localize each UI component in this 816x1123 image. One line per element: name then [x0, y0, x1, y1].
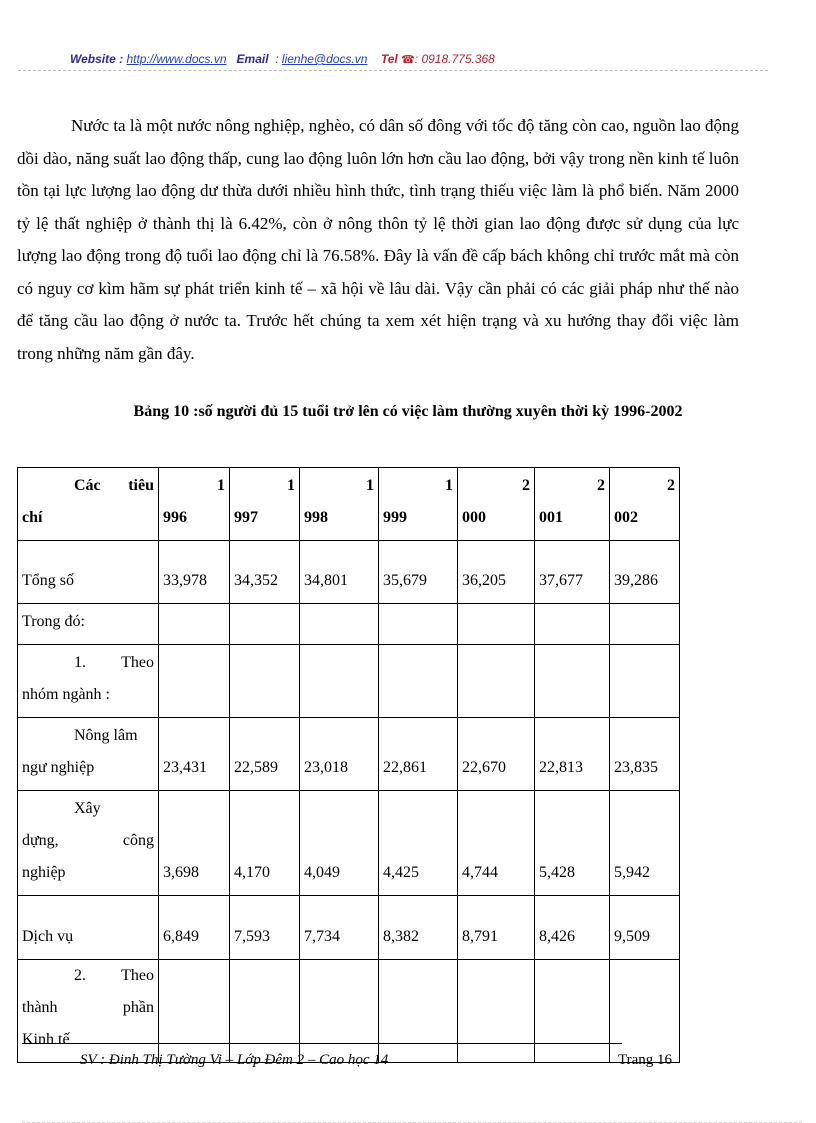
table-cell	[610, 960, 680, 1063]
table-cell: 5,428	[535, 791, 610, 896]
year-rest: 999	[383, 509, 407, 526]
year-rest: 002	[614, 509, 638, 526]
year-first: 1	[217, 477, 225, 494]
row-label-part: công	[122, 832, 154, 849]
table-cell	[159, 960, 230, 1063]
table-caption	[0, 403, 816, 421]
row-label-part: nhóm ngành :	[22, 686, 110, 703]
tel-label: Tel	[380, 52, 398, 66]
row-label: Dịch vụ	[18, 896, 159, 960]
table-cell	[610, 645, 680, 718]
table-cell	[230, 645, 300, 718]
row-label: Trong đó:	[18, 604, 159, 645]
website-label: Website :	[70, 52, 124, 66]
table-cell: 39,286	[610, 541, 680, 604]
table-cell: 33,978	[159, 541, 230, 604]
table-cell	[535, 960, 610, 1063]
table-row-total	[18, 541, 680, 604]
table-cell	[458, 604, 535, 645]
table-cell	[159, 604, 230, 645]
year-first: 2	[667, 477, 675, 494]
tel-value: : 0918.775.368	[414, 52, 495, 66]
table-cell: 9,509	[610, 896, 680, 960]
year-header	[379, 468, 458, 541]
criteria-header-a: Các	[74, 477, 101, 494]
row-label: Tổng số	[18, 541, 159, 604]
table-cell: 4,425	[379, 791, 458, 896]
criteria-header	[18, 468, 159, 541]
footer-student: SV : Đinh Thị Tường Vi – Lớp Đêm 2 – Cao học 14	[80, 1052, 389, 1068]
table-cell: 7,734	[300, 896, 379, 960]
table-cell	[535, 604, 610, 645]
table-cell: 7,593	[230, 896, 300, 960]
row-label	[18, 645, 159, 718]
table-cell	[230, 960, 300, 1063]
row-label-part: 2.	[74, 967, 86, 984]
table-cell	[379, 604, 458, 645]
table-cell: 34,352	[230, 541, 300, 604]
table-row-by-sector	[18, 645, 680, 718]
phone-icon: ☎	[401, 54, 415, 66]
table-cell: 37,677	[535, 541, 610, 604]
table-cell	[300, 960, 379, 1063]
table-cell: 23,018	[300, 718, 379, 791]
table-cell: 22,861	[379, 718, 458, 791]
year-rest: 998	[304, 509, 328, 526]
page-footer	[80, 1052, 672, 1069]
employment-table	[17, 467, 680, 1063]
table-cell: 4,170	[230, 791, 300, 896]
table-cell	[379, 960, 458, 1063]
table-cell: 22,813	[535, 718, 610, 791]
row-label-part: Theo	[121, 967, 154, 984]
table-cell	[458, 960, 535, 1063]
year-first: 2	[597, 477, 605, 494]
table-cell: 22,670	[458, 718, 535, 791]
year-first: 2	[522, 477, 530, 494]
table-row-construction	[18, 791, 680, 896]
year-rest: 000	[462, 509, 486, 526]
table-cell	[159, 645, 230, 718]
year-header	[535, 468, 610, 541]
table-row-agri	[18, 718, 680, 791]
body-paragraph	[17, 110, 739, 370]
row-label-part: ngư nghiệp	[22, 759, 95, 776]
criteria-header-b: tiêu	[128, 477, 154, 494]
year-rest: 996	[163, 509, 187, 526]
row-label-part: phần	[122, 999, 154, 1016]
email-label: Email	[236, 52, 269, 66]
table-cell	[300, 604, 379, 645]
footer-divider	[22, 1043, 622, 1044]
year-header	[159, 468, 230, 541]
page-header	[70, 52, 750, 66]
table-cell: 4,049	[300, 791, 379, 896]
table-cell: 8,791	[458, 896, 535, 960]
table-cell	[230, 604, 300, 645]
table-cell	[610, 604, 680, 645]
table-cell	[535, 645, 610, 718]
row-label-part: Theo	[121, 654, 154, 671]
table-cell: 23,835	[610, 718, 680, 791]
email-link[interactable]: lienhe@docs.vn	[281, 52, 368, 66]
table-cell	[458, 645, 535, 718]
row-label	[18, 791, 159, 896]
row-label-part: dựng,	[22, 832, 59, 849]
table-cell	[379, 645, 458, 718]
table-cell: 8,382	[379, 896, 458, 960]
body-text: Nước ta là một nước nông nghiệp, nghèo, có dân số đông với tốc độ tăng còn cao, nguồn lao động dồi dào, năng suất lao động thấp, cung lao động luôn lớn hơn cầu lao động, bởi vậy trong nền kinh tế luôn tồn tại lực lượng lao động dư thừa dưới nhiều hình thức, tình trạng thiếu việc làm là phổ biến. Năm 2000 tỷ lệ thất nghiệp ở thành thị là 6.42%, còn ở nông thôn tỷ lệ thời gian lao động được sử dụng của lực lượng lao động trong độ tuổi lao động chỉ là 76.58%. Đây là vấn đề cấp bách không chỉ trước mắt mà còn có nguy cơ kìm hãm sự phát triển kinh tế – xã hội về lâu dài. Vậy cần phải có các giải pháp như thế nào để tăng cầu lao động ở nước ta. Trước hết chúng ta xem xét hiện trạng và xu hướng thay đổi việc làm trong những năm gần đây.	[17, 116, 739, 363]
header-divider	[18, 70, 768, 71]
row-label-part: 1.	[74, 654, 86, 671]
row-label	[18, 718, 159, 791]
table-cell: 36,205	[458, 541, 535, 604]
table-row-by-economic	[18, 960, 680, 1063]
year-first: 1	[287, 477, 295, 494]
table-cell: 5,942	[610, 791, 680, 896]
row-label	[18, 960, 159, 1063]
table-cell: 35,679	[379, 541, 458, 604]
table-row-of-which	[18, 604, 680, 645]
criteria-header-c: chí	[22, 509, 43, 526]
year-first: 1	[445, 477, 453, 494]
year-header	[230, 468, 300, 541]
table-caption-text: Bảng 10 :số người đủ 15 tuổi trở lên có việc làm thường xuyên thời kỳ 1996-2002	[133, 403, 683, 420]
row-label-part: thành	[22, 999, 58, 1016]
row-label-part: Kinh tế	[22, 1031, 70, 1048]
table-cell: 23,431	[159, 718, 230, 791]
table-cell: 6,849	[159, 896, 230, 960]
footer-page-number: Trang 16	[617, 1052, 672, 1068]
year-header	[300, 468, 379, 541]
table-cell	[300, 645, 379, 718]
table-cell: 22,589	[230, 718, 300, 791]
website-link[interactable]: http://www.docs.vn	[126, 52, 227, 66]
year-header	[610, 468, 680, 541]
year-header	[458, 468, 535, 541]
email-separator: :	[275, 52, 279, 66]
row-label-part: nghiệp	[22, 864, 66, 881]
table-row-services	[18, 896, 680, 960]
table-cell: 34,801	[300, 541, 379, 604]
row-label-part: Nông lâm	[74, 727, 138, 744]
table-header-row	[18, 468, 680, 541]
table-cell: 4,744	[458, 791, 535, 896]
year-first: 1	[366, 477, 374, 494]
table-cell: 3,698	[159, 791, 230, 896]
row-label-part: Xây	[74, 800, 101, 817]
year-rest: 997	[234, 509, 258, 526]
table-cell: 8,426	[535, 896, 610, 960]
year-rest: 001	[539, 509, 563, 526]
